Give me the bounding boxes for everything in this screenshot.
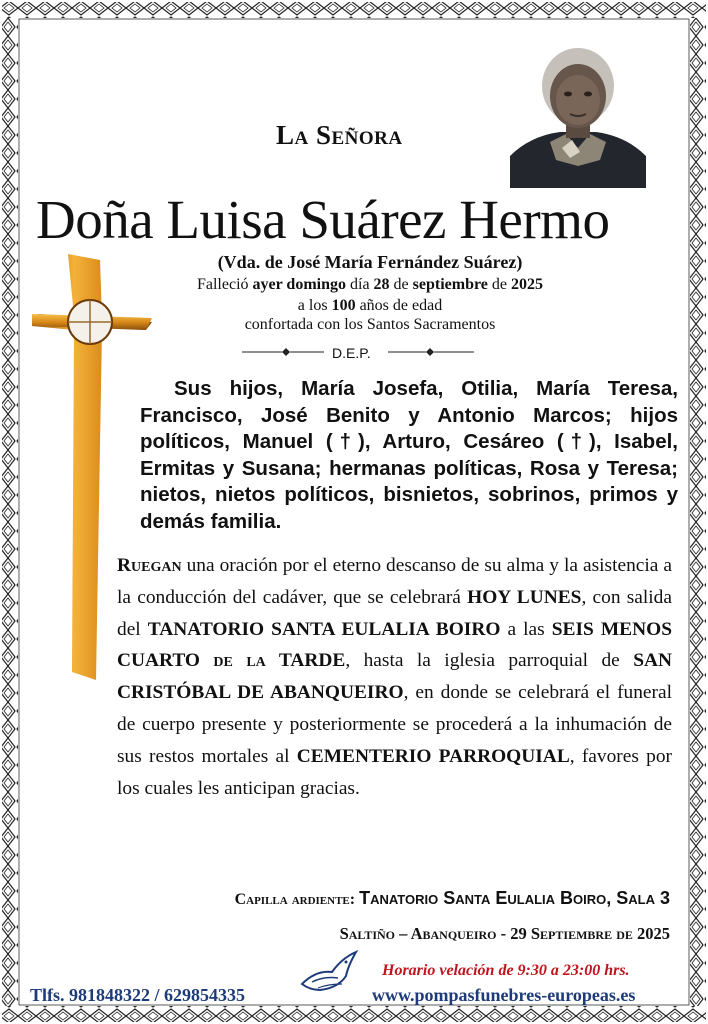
dep-ornament bbox=[240, 342, 480, 362]
age-line: a los 100 años de edad bbox=[297, 297, 443, 314]
notice-heading: La Señora bbox=[276, 120, 403, 150]
portrait-photo bbox=[510, 38, 646, 188]
location-date-line: Saltiño – Abanqueiro - 29 Septiembre de 2025 bbox=[339, 924, 670, 943]
website-link[interactable]: www.pompasfunebres-europeas.es bbox=[372, 985, 636, 1005]
dep-label: D.E.P. bbox=[332, 345, 371, 361]
death-date-line: Falleció ayer domingo día 28 de septiembre de 2025 bbox=[196, 276, 544, 293]
phone-numbers: Tlfs. 981848322 / 629854335 bbox=[30, 985, 246, 1005]
horario-text: Horario velación de 9:30 a 23:00 hrs. bbox=[382, 962, 630, 979]
sacraments-line: confortada con los Santos Sacramentos bbox=[244, 316, 496, 333]
widow-of: (Vda. de José María Fernández Suárez) bbox=[217, 252, 523, 272]
dove-logo-icon bbox=[298, 948, 360, 996]
ruegan-paragraph: Ruegan una oración por el eterno descanso de su alma y la asistencia a la conducción del cadáver, que se celebrará HOY LUNES, con salida del TANATORIO SANTA EULALIA BOIRO a las SEIS MENOS CUARTO de la TARDE, hasta la iglesia parroquial de SAN CRISTÓBAL DE ABANQUEIRO, en donde se celebrará el funeral de cuerpo presente y posteriormente se procederá a la inhumación de sus restos mortales al CEMENTERIO PARROQUIAL, favores por los cuales les anticipan gracias. bbox=[117, 555, 673, 799]
deceased-name: Doña Luisa Suárez Hermo bbox=[36, 189, 610, 250]
family-paragraph: Sus hijos, María Josefa, Otilia, María Teresa, Francisco, José Benito y Antonio Marcos; hijos políticos, Manuel (†), Arturo, Cesáreo (†), Isabel, Ermitas y Susana; hermanas políticas, Rosa y Teresa; nietos, nietos políticos, bisnietos, sobrinos, primos y demás familia. bbox=[140, 377, 678, 533]
capilla-line: Capilla ardiente: Tanatorio Santa Eulalia Boiro, Sala 3 bbox=[234, 888, 670, 908]
